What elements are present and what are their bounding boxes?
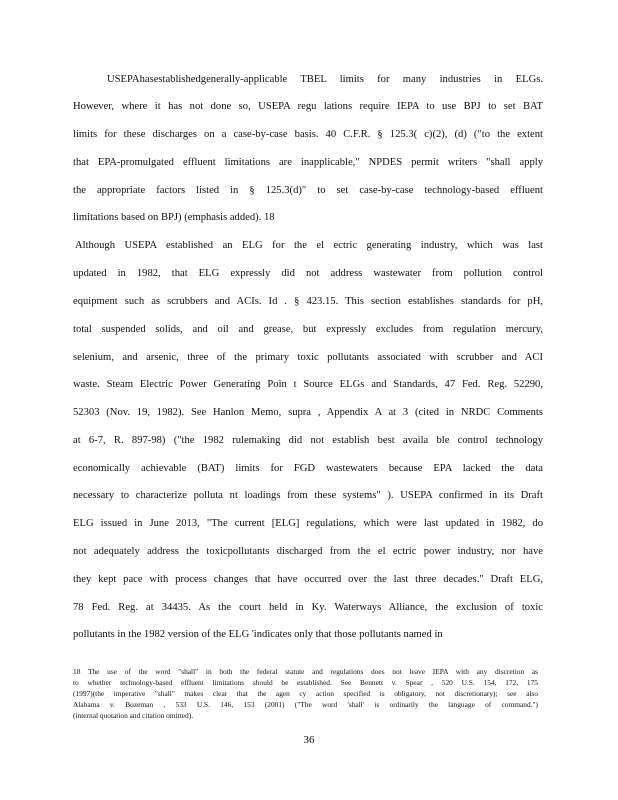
body-line-3: limits for these discharges on a case-by-case basis. 40 C.F.R. § 125.3( c)(2), (d) ("to the extent bbox=[73, 129, 543, 140]
body-line-10: total suspended solids, and oil and grease, but expressly excludes from regulation mercury, bbox=[73, 324, 543, 335]
body-line-15: economically achievable (BAT) limits for FGD wastewaters because EPA lacked the data bbox=[73, 463, 543, 474]
body-line-16: necessary to characterize polluta nt loadings from these systems" ). USEPA confirmed in its Draft bbox=[73, 490, 543, 501]
body-line-18: not adequately address the toxicpollutants discharged from the el ectric power industry, nor have bbox=[73, 546, 543, 557]
body-line-5: the appropriate factors listed in § 125.3(d)" to set case-by-case technology-based effluent bbox=[73, 185, 543, 196]
body-line-21: pollutants in the 1982 version of the ELG 'indicates only that those pollutants named in bbox=[73, 629, 443, 640]
footnote-line-4: Alabama v. Bozeman , 533 U.S. 146, 153 (2001) ("The word 'shall' is ordinarily the language of command.") bbox=[73, 700, 538, 709]
footnote-line-3: (1997)(the imperative "shall" makes clear that the agen cy action specified is obligatory, not discretionary); see also bbox=[73, 689, 538, 698]
body-line-6: limitations based on BPJ) (emphasis added). 18 bbox=[73, 212, 275, 223]
body-line-7: Although USEPA established an ELG for the el ectric generating industry, which was last bbox=[75, 240, 543, 251]
body-line-1: USEPAhasestablishedgenerally-applicable TBEL limits for many industries in ELGs. bbox=[107, 74, 543, 85]
body-line-17: ELG issued in June 2013, "The current [ELG] regulations, which were last updated in 1982, do bbox=[73, 518, 543, 529]
page-number: 36 bbox=[303, 734, 315, 746]
footnote-line-5: (internal quotation and citation omitted). bbox=[73, 711, 194, 720]
body-line-8: updated in 1982, that ELG expressly did not address wastewater from pollution control bbox=[73, 268, 543, 279]
body-line-9: equipment such as scrubbers and ACIs. Id . § 423.15. This section establishes standards for pH, bbox=[73, 296, 543, 307]
body-line-2: However, where it has not done so, USEPA regu lations require IEPA to use BPJ to set BAT bbox=[73, 101, 543, 112]
footnote-line-2: to whether technology-based effluent limitations should be established. See Bennett v. Spear , 520 U.S. 154, 172, 175 bbox=[73, 678, 538, 687]
body-line-19: they kept pace with process changes that have occurred over the last three decades." Draft ELG, bbox=[73, 574, 543, 585]
body-line-14: at 6-7, R. 897-98) ("the 1982 rulemaking did not establish best availa ble control technology bbox=[73, 435, 543, 446]
body-line-4: that EPA-promulgated effluent limitations are inapplicable," NPDES permit writers "shall apply bbox=[73, 157, 543, 168]
body-line-20: 78 Fed. Reg. at 34435. As the court held in Ky. Waterways Alliance, the exclusion of toxic bbox=[73, 602, 543, 613]
body-line-12: waste. Steam Electric Power Generating Poin t Source ELGs and Standards, 47 Fed. Reg. 52290, bbox=[73, 379, 543, 390]
body-line-13: 52303 (Nov. 19, 1982). See Hanlon Memo, supra , Appendix A at 3 (cited in NRDC Comments bbox=[73, 407, 543, 418]
body-line-11: selenium, and arsenic, three of the primary toxic pollutants associated with scrubber and ACI bbox=[73, 352, 543, 363]
footnote-line-1: 18 The use of the word "shall" in both the federal statute and regulations does not leave IEPA with any discretion as bbox=[73, 667, 538, 676]
